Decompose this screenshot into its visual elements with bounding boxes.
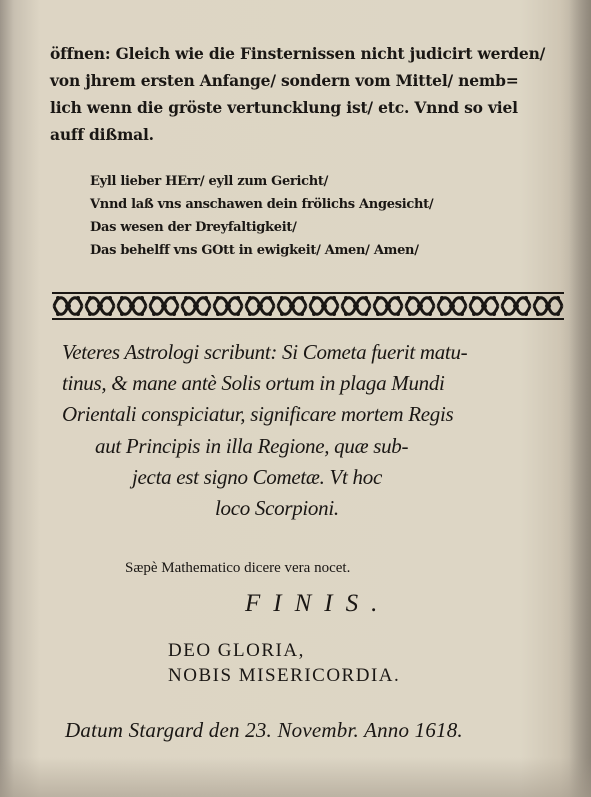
ornamental-divider-band — [52, 289, 564, 323]
page-bottom-shadow — [0, 757, 591, 797]
german-paragraph-line-1: öffnen: Gleich wie die Finsternissen nicht judicirt werden/ — [50, 44, 546, 63]
german-paragraph-line-2: von jhrem ersten Anfange/ sondern vom Mittel/ nemb= — [50, 71, 519, 90]
latin-paragraph-line-2: tinus, & mane antè Solis ortum in plaga Mundi — [62, 371, 445, 395]
verse-line-1: Eyll lieber HErr/ eyll zum Gericht/ — [90, 174, 329, 189]
latin-paragraph-line-6: loco Scorpioni. — [215, 496, 339, 520]
verse-line-4: Das behelff vns GOtt in ewigkeit/ Amen/ Amen/ — [90, 243, 419, 258]
latin-paragraph-line-4: aut Principis in illa Regione, quæ sub- — [95, 434, 409, 458]
motto-line: Sæpè Mathematico dicere vera nocet. — [125, 560, 351, 576]
latin-paragraph-line-1: Veteres Astrologi scribunt: Si Cometa fuerit matu- — [62, 340, 468, 364]
finis-heading: FINIS. — [245, 590, 391, 617]
page-edge-shadow — [569, 0, 591, 797]
german-paragraph-line-3: lich wenn die gröste vertuncklung ist/ etc. Vnnd so viel — [50, 98, 518, 117]
dedication-line-1: DEO GLORIA, — [168, 640, 305, 661]
date-line: Datum Stargard den 23. Novembr. Anno 1618. — [65, 718, 463, 742]
latin-paragraph-line-5: jecta est signo Cometæ. Vt hoc — [132, 465, 382, 489]
dedication-line-2: NOBIS MISERICORDIA. — [168, 665, 401, 686]
german-paragraph-line-4: auff dißmal. — [50, 125, 154, 144]
verse-line-3: Das wesen der Dreyfaltigkeit/ — [90, 220, 297, 235]
latin-paragraph-line-3: Orientali conspiciatur, significare mortem Regis — [62, 402, 454, 426]
verse-line-2: Vnnd laß vns anschawen dein frölichs Angesicht/ — [90, 197, 434, 212]
